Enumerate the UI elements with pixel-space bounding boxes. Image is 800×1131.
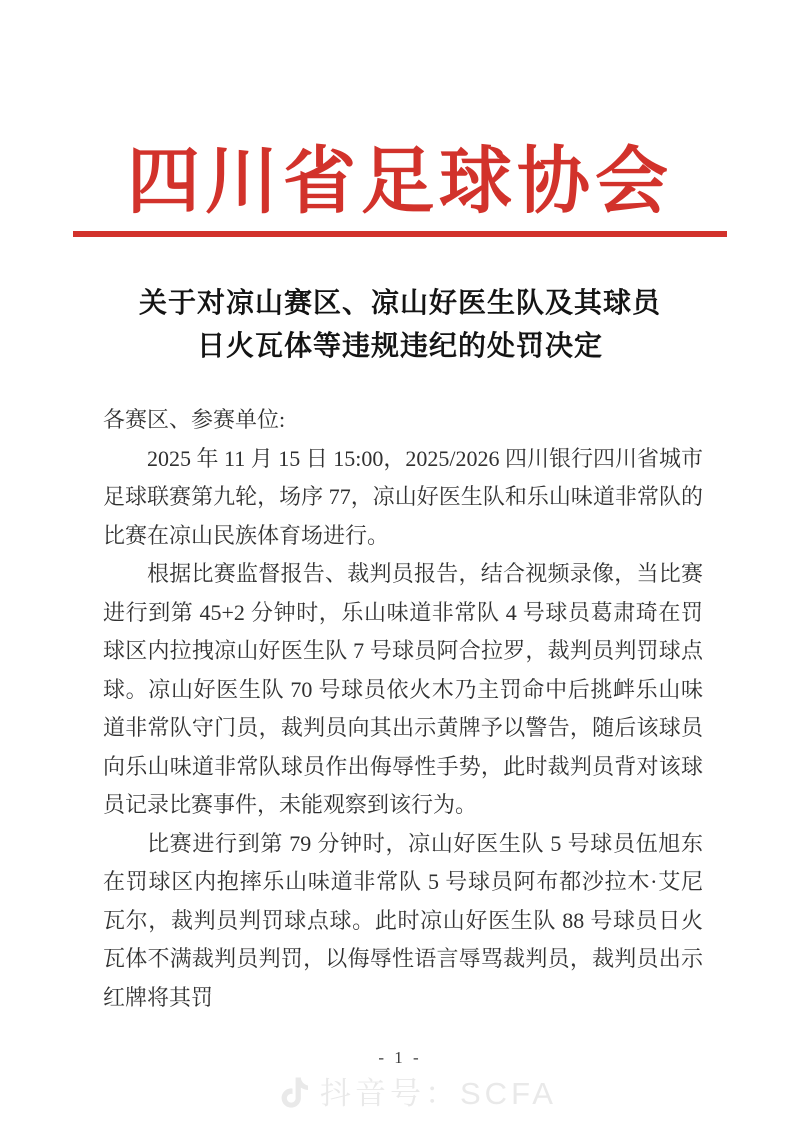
watermark <box>280 1068 557 1113</box>
page-number: - 1 - <box>378 1048 422 1067</box>
watermark-text: 抖音号：SCFA <box>320 1076 557 1111</box>
salutation: 各赛区、参赛单位: <box>103 407 286 432</box>
douyin-note-icon <box>280 1073 310 1109</box>
header-divider <box>73 231 727 237</box>
doc-title <box>0 282 800 368</box>
body-paragraph-1: 2025 年 11 月 15 日 15:00，2025/2026 四川银行四川省城市足球联赛第九轮，场序 77，凉山好医生队和乐山味道非常队的比赛在凉山民族体育场进行。 <box>103 445 703 548</box>
body-paragraph-3: 比赛进行到第 79 分钟时，凉山好医生队 5 号球员伍旭东在罚球区内抱摔乐山味道非常队 5 号球员阿布都沙拉木·艾尼瓦尔，裁判员判罚球点球。此时凉山好医生队 88 号球员日火瓦体不满裁判员判罚，以侮辱性语言辱骂裁判员，裁判员出示红牌将其罚 <box>103 830 703 1010</box>
org-title: 四川省足球协会 <box>127 141 673 222</box>
doc-body <box>103 401 703 1017</box>
doc-title-line2: 日火瓦体等违规违纪的处罚决定 <box>196 331 603 362</box>
doc-title-line1: 关于对凉山赛区、凉山好医生队及其球员 <box>138 288 661 319</box>
body-paragraph-2: 根据比赛监督报告、裁判员报告，结合视频录像，当比赛进行到第 45+2 分钟时，乐山味道非常队 4 号球员葛肃琦在罚球区内拉拽凉山好医生队 7 号球员阿合拉罗，裁判员判罚球点球。凉山好医生队 70 号球员依火木乃主罚命中后挑衅乐山味道非常队守门员，裁判员向其出示黄牌予以警告，随后该球员向乐山味道非常队球员作出侮辱性手势，此时裁判员背对该球员记录比赛事件，未能观察到该行为。 <box>103 561 703 817</box>
